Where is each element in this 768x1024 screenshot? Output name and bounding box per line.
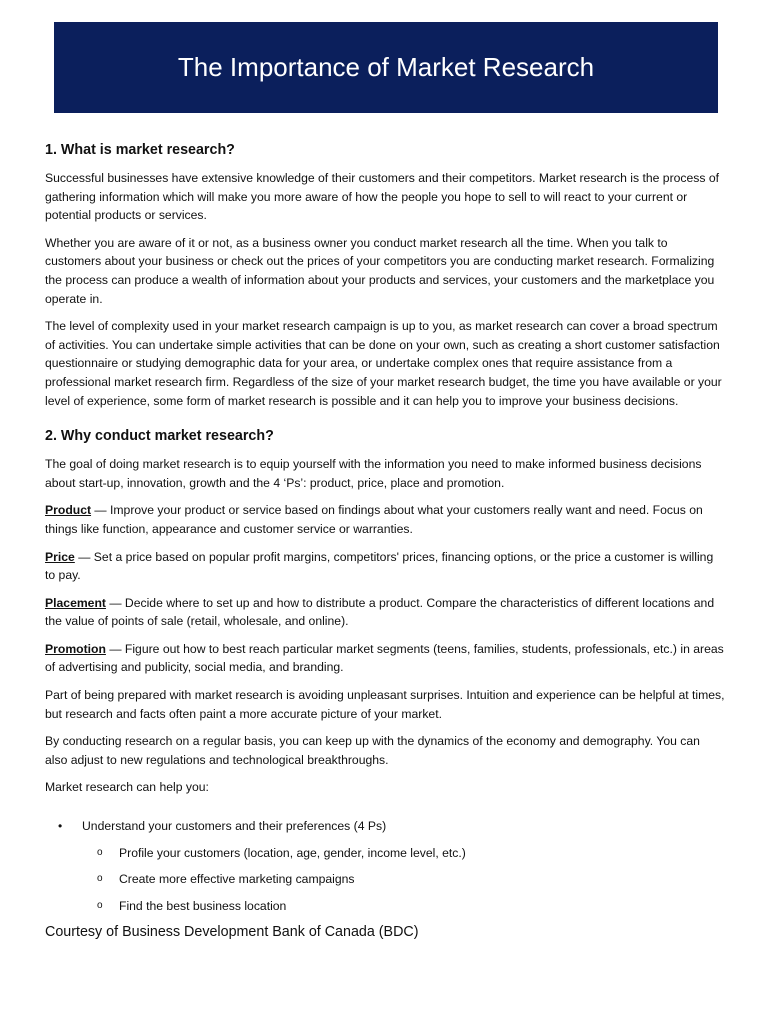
sub-list-item (82, 844, 725, 863)
sub-list (82, 844, 725, 916)
circle-bullet-icon: o (97, 873, 103, 885)
term-promotion (45, 640, 725, 677)
term-label: Placement (45, 595, 106, 610)
sub-list-item-text: Profile your customers (location, age, gender, income level, etc.) (119, 845, 466, 860)
section-1-paragraph: Whether you are aware of it or not, as a business owner you conduct market research all the time. When you talk to customers about your business or check out the prices of your competitors you are conducting market research. Formalizing the process can produce a wealth of information about your products and services, your customers and the marketplace you operate in. (45, 235, 715, 306)
bullet-icon: • (58, 819, 63, 834)
term-product (45, 501, 725, 538)
page-title: The Importance of Market Research (177, 52, 595, 82)
circle-bullet-icon: o (97, 899, 103, 911)
sub-list-item (82, 870, 725, 889)
courtesy-note: Courtesy of Business Development Bank of Canada (BDC) (45, 924, 419, 941)
list-intro: Market research can help you: (45, 780, 209, 795)
term-description: — Improve your product or service based on findings about what your customers really want and need. Focus on things like function, appearance and customer service or warranties. (45, 503, 703, 536)
term-price (45, 548, 725, 585)
help-list (45, 817, 725, 915)
sub-list-item-text: Find the best business location (119, 898, 287, 913)
section-1-heading: 1. What is market research? (45, 142, 235, 158)
list-item-text: Understand your customers and their preferences (4 Ps) (82, 819, 387, 834)
title-banner (54, 22, 718, 113)
section-1-paragraph: The level of complexity used in your market research campaign is up to you, as market research can cover a broad spectrum of activities. You can undertake simple activities that can be done on your own, such as creating a short customer satisfaction questionnaire or studying demographic data for your area, or undertake complex ones that require assistance from a professional market research firm. Regardless of the size of your market research budget, the time you have available or your level of experience, some form of market research is possible and it can help you to improve your business decisions. (45, 319, 722, 408)
document-body (45, 141, 725, 941)
term-description: — Figure out how to best reach particular market segments (teens, families, students, professionals, etc.) in areas of advertising and publicity, social media, and branding. (45, 641, 724, 675)
sub-list-item-text: Create more effective marketing campaigns (119, 872, 355, 887)
term-label: Promotion (45, 641, 106, 656)
term-description: — Set a price based on popular profit margins, competitors' prices, financing options, or the price a customer is willing to pay. (45, 549, 714, 583)
section-2-heading: 2. Why conduct market research? (45, 428, 274, 445)
term-placement (45, 594, 725, 631)
term-label: Price (45, 549, 75, 564)
section-2-paragraph: Part of being prepared with market research is avoiding unpleasant surprises. Intuition and experience can be helpful at times, but research and facts often paint a more accurate picture of your market. (45, 688, 725, 721)
sub-list-item (82, 897, 725, 916)
section-2-paragraph: By conducting research on a regular basis, you can keep up with the dynamics of the economy and demography. You can also adjust to new regulations and technological breakthroughs. (45, 734, 700, 767)
term-label: Product (45, 503, 92, 518)
list-item (45, 817, 725, 915)
section-2-intro: The goal of doing market research is to equip yourself with the information you need to make informed business decisions about start-up, innovation, growth and the 4 ‘Ps’: product, price, place and promotion. (45, 457, 702, 490)
circle-bullet-icon: o (97, 846, 103, 858)
term-description: — Decide where to set up and how to distribute a product. Compare the characteristics of different locations and the value of points of sale (retail, wholesale, and online). (45, 595, 715, 629)
section-1-paragraph: Successful businesses have extensive knowledge of their customers and their competitors. Market research is the process of gathering information which will make you more aware of how the people you hope to sell to will react to your current or potential products or services. (45, 171, 720, 223)
